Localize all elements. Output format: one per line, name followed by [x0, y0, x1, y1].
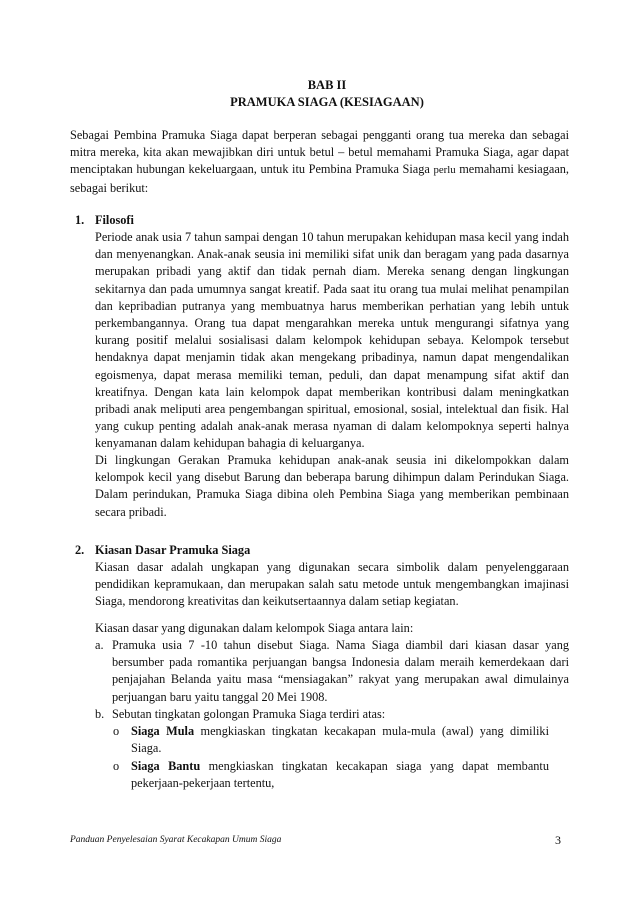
bullet-text	[131, 723, 549, 757]
section-paragraph: Kiasan dasar adalah ungkapan yang digunakan secara simbolik dalam penyelenggaraan pendidikan kepramukaan, dan merupakan salah satu metode untuk mengembangkan imajinasi Siaga, mendorong kreativitas dan keikutsertaannya dalam setiap kegiatan.	[95, 560, 569, 609]
bullet-term: Siaga Mula	[131, 724, 195, 738]
page-number: 3	[555, 833, 561, 847]
footer-title: Panduan Penyelesaian Syarat Kecakapan Umum Siaga	[70, 835, 282, 845]
intro-text-part2: memahami kesiagaan, sebagai berikut:	[70, 162, 570, 195]
section-paragraph: Periode anak usia 7 tahun sampai dengan 10 tahun merupakan kehidupan masa kecil yang indah dan menyenangkan. Anak-anak seusia ini memiliki sifat unik dan beragam yang pada dasarnya merupakan pribadi yang aktif dan tidak pernah diam. Mereka senang dengan lingkungan sekitarnya dan pada umumnya sangat kreatif. Pada saat itu orang tua mulai melihat penampilan dan kepribadian putranya yang membuatnya harus memberikan perhatian yang lebih untuk perkembangannya. Orang tua dapat mengarahkan mereka untuk mengurangi sifatnya yang kurang positif melalui sosialisasi dalam kelompok kehidupan sebaya. Kelompok tersebut hendaknya dapat menjamin tidak akan mengekang pribadinya, namun dapat mengendalikan egoismenya, dapat merasa memiliki teman, peduli, dan dapat menampung sifat aktif dan kreatifnya. Dengan kata lain kelompok dapat memberikan kontribusi dalam meningkatkan pribadi anak meliputi area pengembangan spiritual, emosional, sosial, intelektual dan fisik. Hal yang cukup penting adalah anak-anak merasa nyaman di dalam kelompoknya seperti halnya kenyamanan dalam kehidupan bahagia di keluarganya.	[95, 230, 569, 451]
section-heading: Kiasan Dasar Pramuka Siaga	[95, 543, 251, 557]
section-number: 2.	[75, 543, 85, 557]
bullet-marker: o	[113, 759, 120, 773]
section-heading: Filosofi	[95, 213, 134, 227]
section-number: 1.	[75, 213, 85, 227]
list-item-text: Sebutan tingkatan golongan Pramuka Siaga terdiri atas:	[112, 707, 386, 721]
bullet-description: mengkiaskan tingkatan kecakapan siaga yang dapat membantu pekerjaan-pekerjaan tertentu,	[131, 759, 550, 791]
bullet-marker: o	[113, 724, 120, 738]
intro-small-word: perlu	[433, 164, 456, 177]
intro-paragraph	[70, 127, 569, 197]
bullet-description: mengkiaskan tingkatan kecakapan mula-mula (awal) yang dimiliki Siaga.	[131, 724, 549, 756]
chapter-title: PRAMUKA SIAGA (KESIAGAAN)	[230, 95, 424, 109]
chapter-label: BAB II	[307, 78, 347, 92]
section-paragraph: Kiasan dasar yang digunakan dalam kelompok Siaga antara lain:	[95, 621, 414, 635]
list-item-text: Pramuka usia 7 -10 tahun disebut Siaga. Nama Siaga diambil dari kiasan dasar yang bersumber pada romantika perjuangan bangsa Indonesia dalam meraih kemerdekaan dari penjajahan Belanda yaitu masa “mensiagakan” rakyat yang merupakan awal dimulainya perjuangan baru yaitu tanggal 20 Mei 1908.	[112, 638, 569, 704]
bullet-text	[131, 758, 549, 792]
intro-text-part1: Sebagai Pembina Pramuka Siaga dapat berperan sebagai pengganti orang tua mereka dan sebagai mitra mereka, kita akan mewajibkan diri untuk betul – betul memahami Pramuka Siaga, agar dapat menciptakan hubungan kekeluargaan, untuk itu Pembina Pramuka Siaga	[70, 128, 569, 177]
list-item-label: b.	[95, 707, 105, 721]
section-paragraph: Di lingkungan Gerakan Pramuka kehidupan anak-anak seusia ini dikelompokkan dalam kelompok kecil yang disebut Barung dan beberapa barung dihimpun dalam Perindukan Siaga. Dalam perindukan, Pramuka Siaga dibina oleh Pembina Siaga yang memberikan pembinaan secara pribadi.	[95, 453, 569, 519]
list-item-label: a.	[95, 638, 104, 652]
bullet-term: Siaga Bantu	[131, 759, 201, 773]
